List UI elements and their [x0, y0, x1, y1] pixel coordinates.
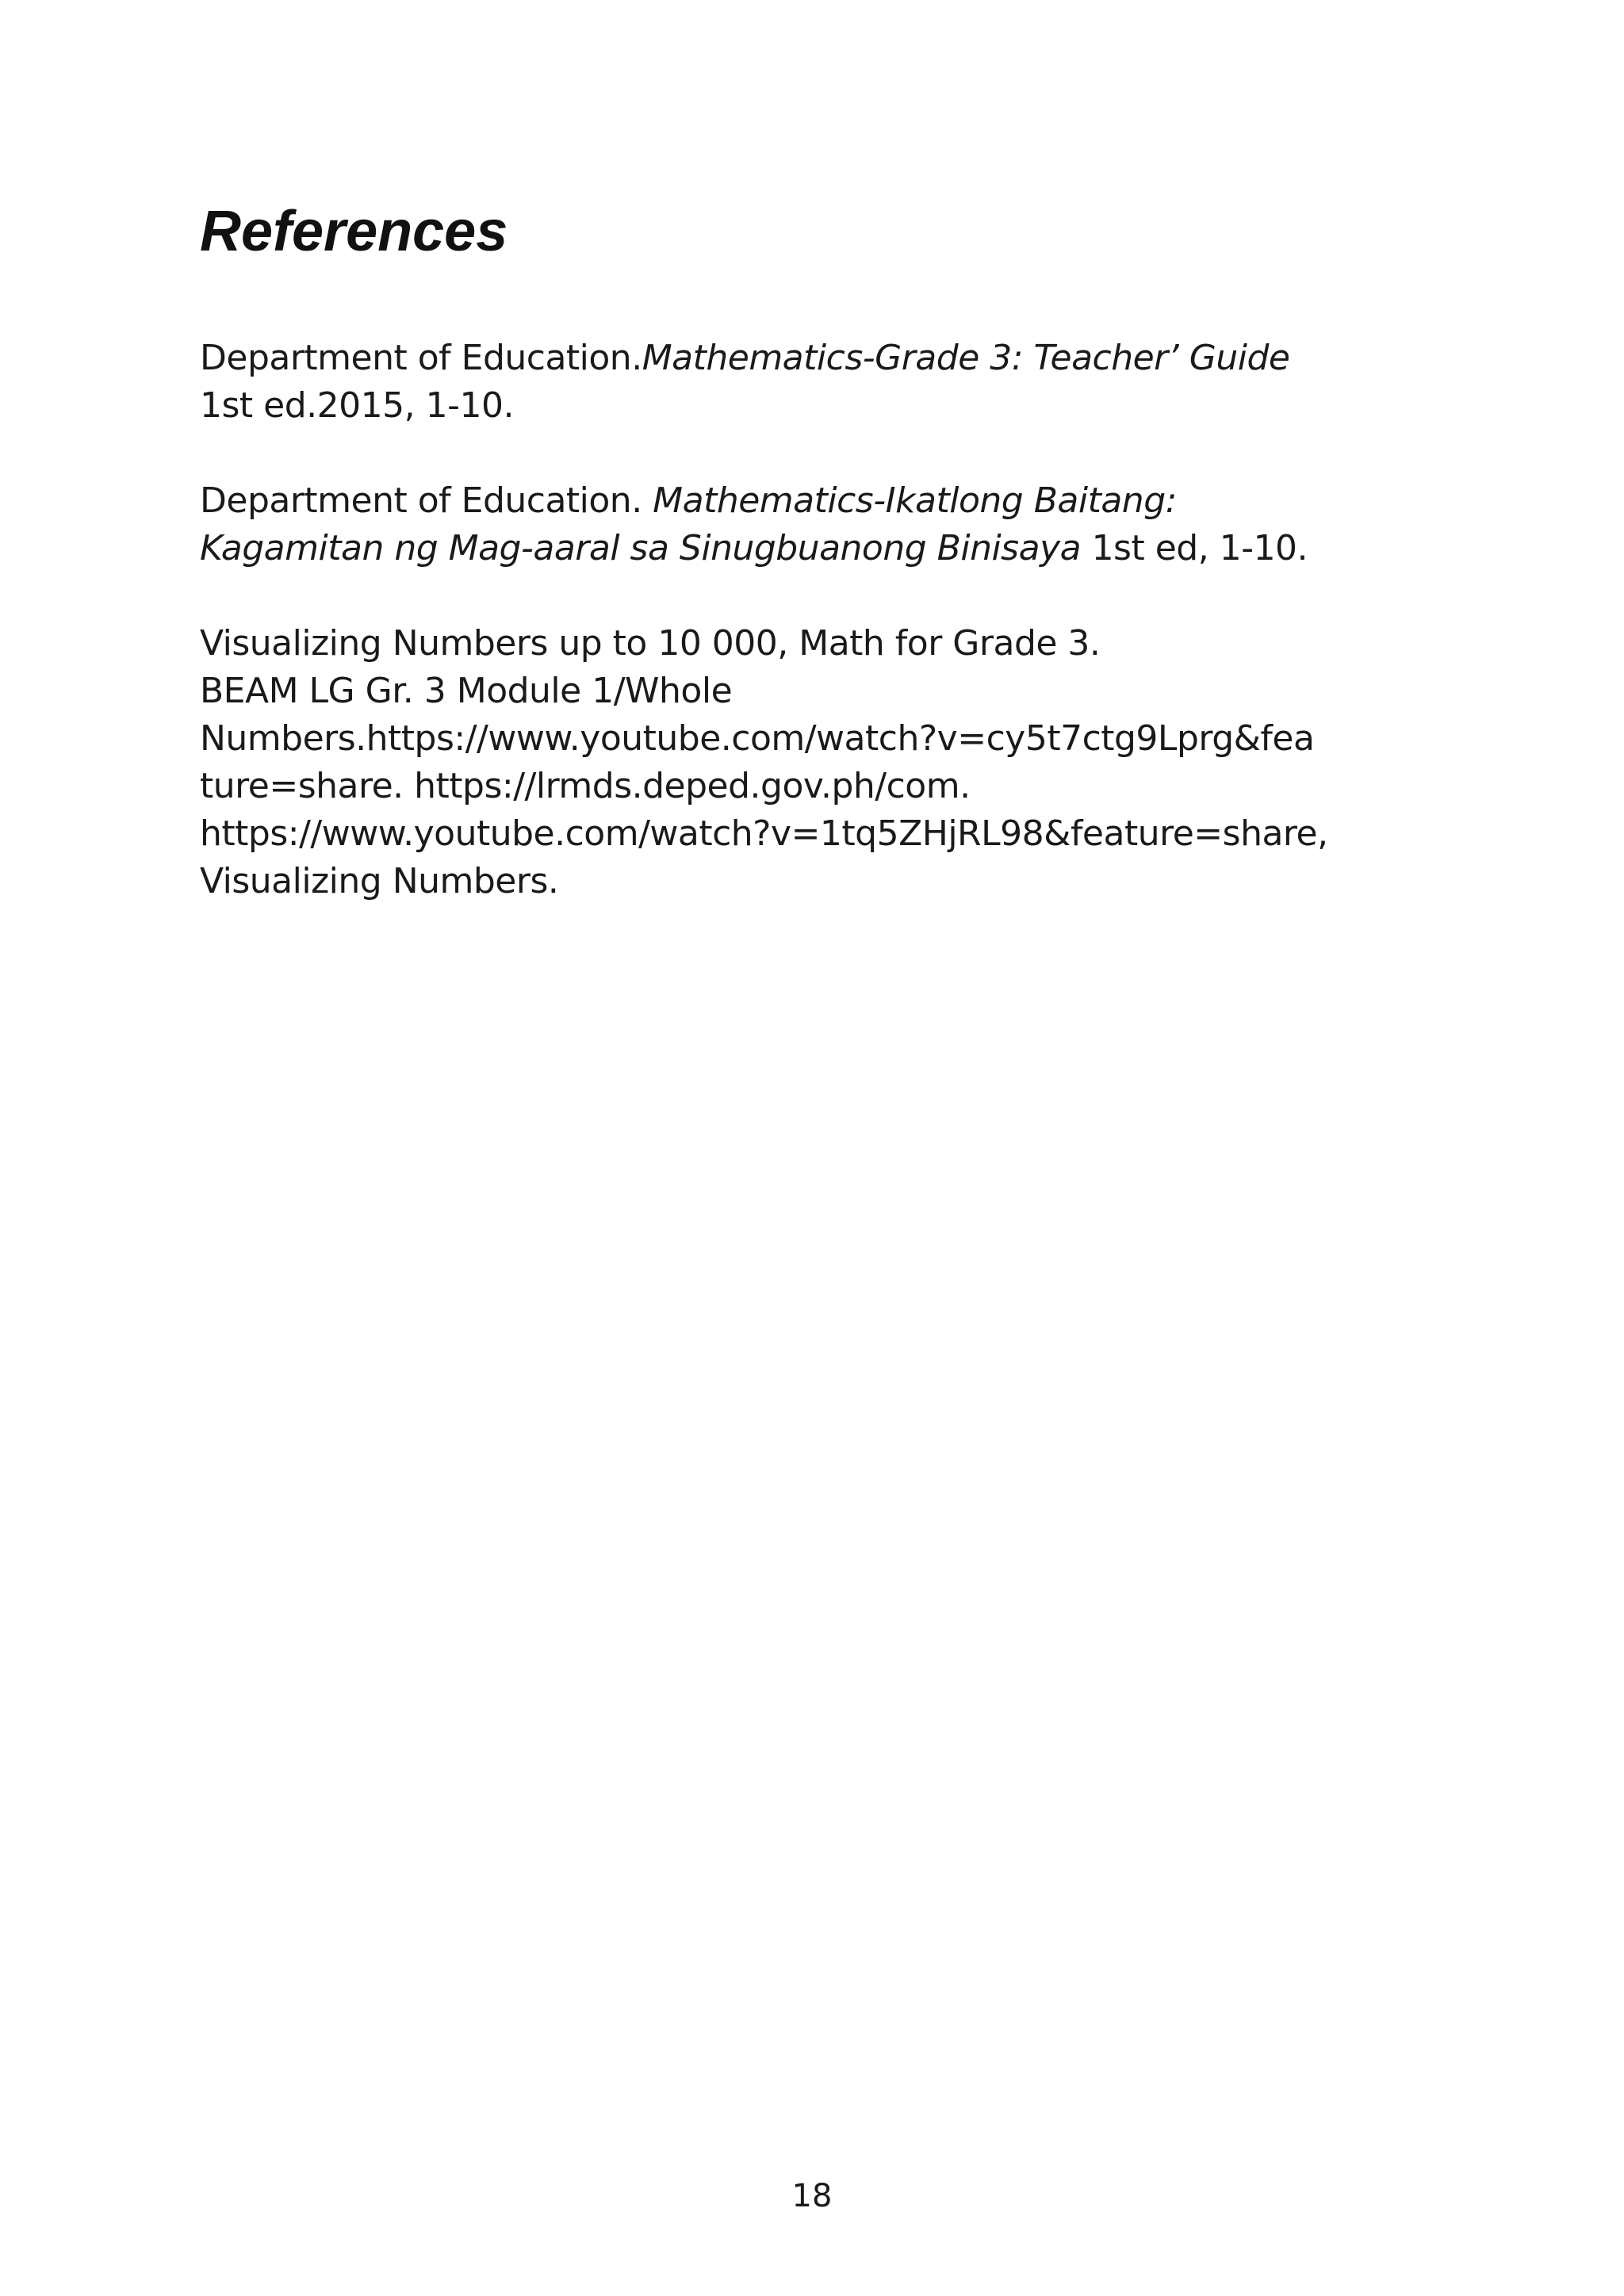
reference-title-continued: Kagamitan ng Mag-aaral sa Sinugbuanong Binisaya — [200, 528, 1082, 568]
reference-line: Visualizing Numbers up to 10 000, Math for Grade 3. — [200, 623, 1101, 664]
reference-entry-teacher-guide — [200, 335, 1453, 430]
reference-author: Department of Education. — [200, 480, 653, 521]
references-list — [200, 335, 1453, 953]
reference-line — [200, 382, 1453, 430]
reference-line — [200, 335, 1453, 382]
reference-line: Visualizing Numbers. — [200, 861, 559, 901]
reference-edition: 1st ed, 1-10. — [1081, 528, 1308, 568]
reference-url-line[interactable]: https://www.youtube.com/watch?v=1tq5ZHjRL98&feature=share, — [200, 813, 1328, 854]
reference-title: Mathematics-Grade 3: Teacher’ Guide — [642, 338, 1290, 378]
reference-line: BEAM LG Gr. 3 Module 1/Whole — [200, 671, 733, 711]
reference-url-line[interactable]: Numbers.https://www.youtube.com/watch?v=cy5t7ctg9Lprg&fea — [200, 718, 1315, 759]
page-number: 18 — [791, 2178, 833, 2214]
reference-line — [200, 477, 1453, 525]
reference-edition: 1st ed.2015, 1-10. — [200, 385, 514, 426]
reference-title: Mathematics-Ikatlong Baitang: — [653, 480, 1177, 521]
reference-author: Department of Education. — [200, 338, 642, 378]
reference-url-line[interactable]: ture=share. https://lrmds.deped.gov.ph/com. — [200, 766, 971, 806]
reference-entry-online-resources — [200, 620, 1453, 905]
reference-entry-learner-material — [200, 477, 1453, 572]
page-title: References — [200, 200, 508, 263]
reference-line — [200, 525, 1453, 572]
